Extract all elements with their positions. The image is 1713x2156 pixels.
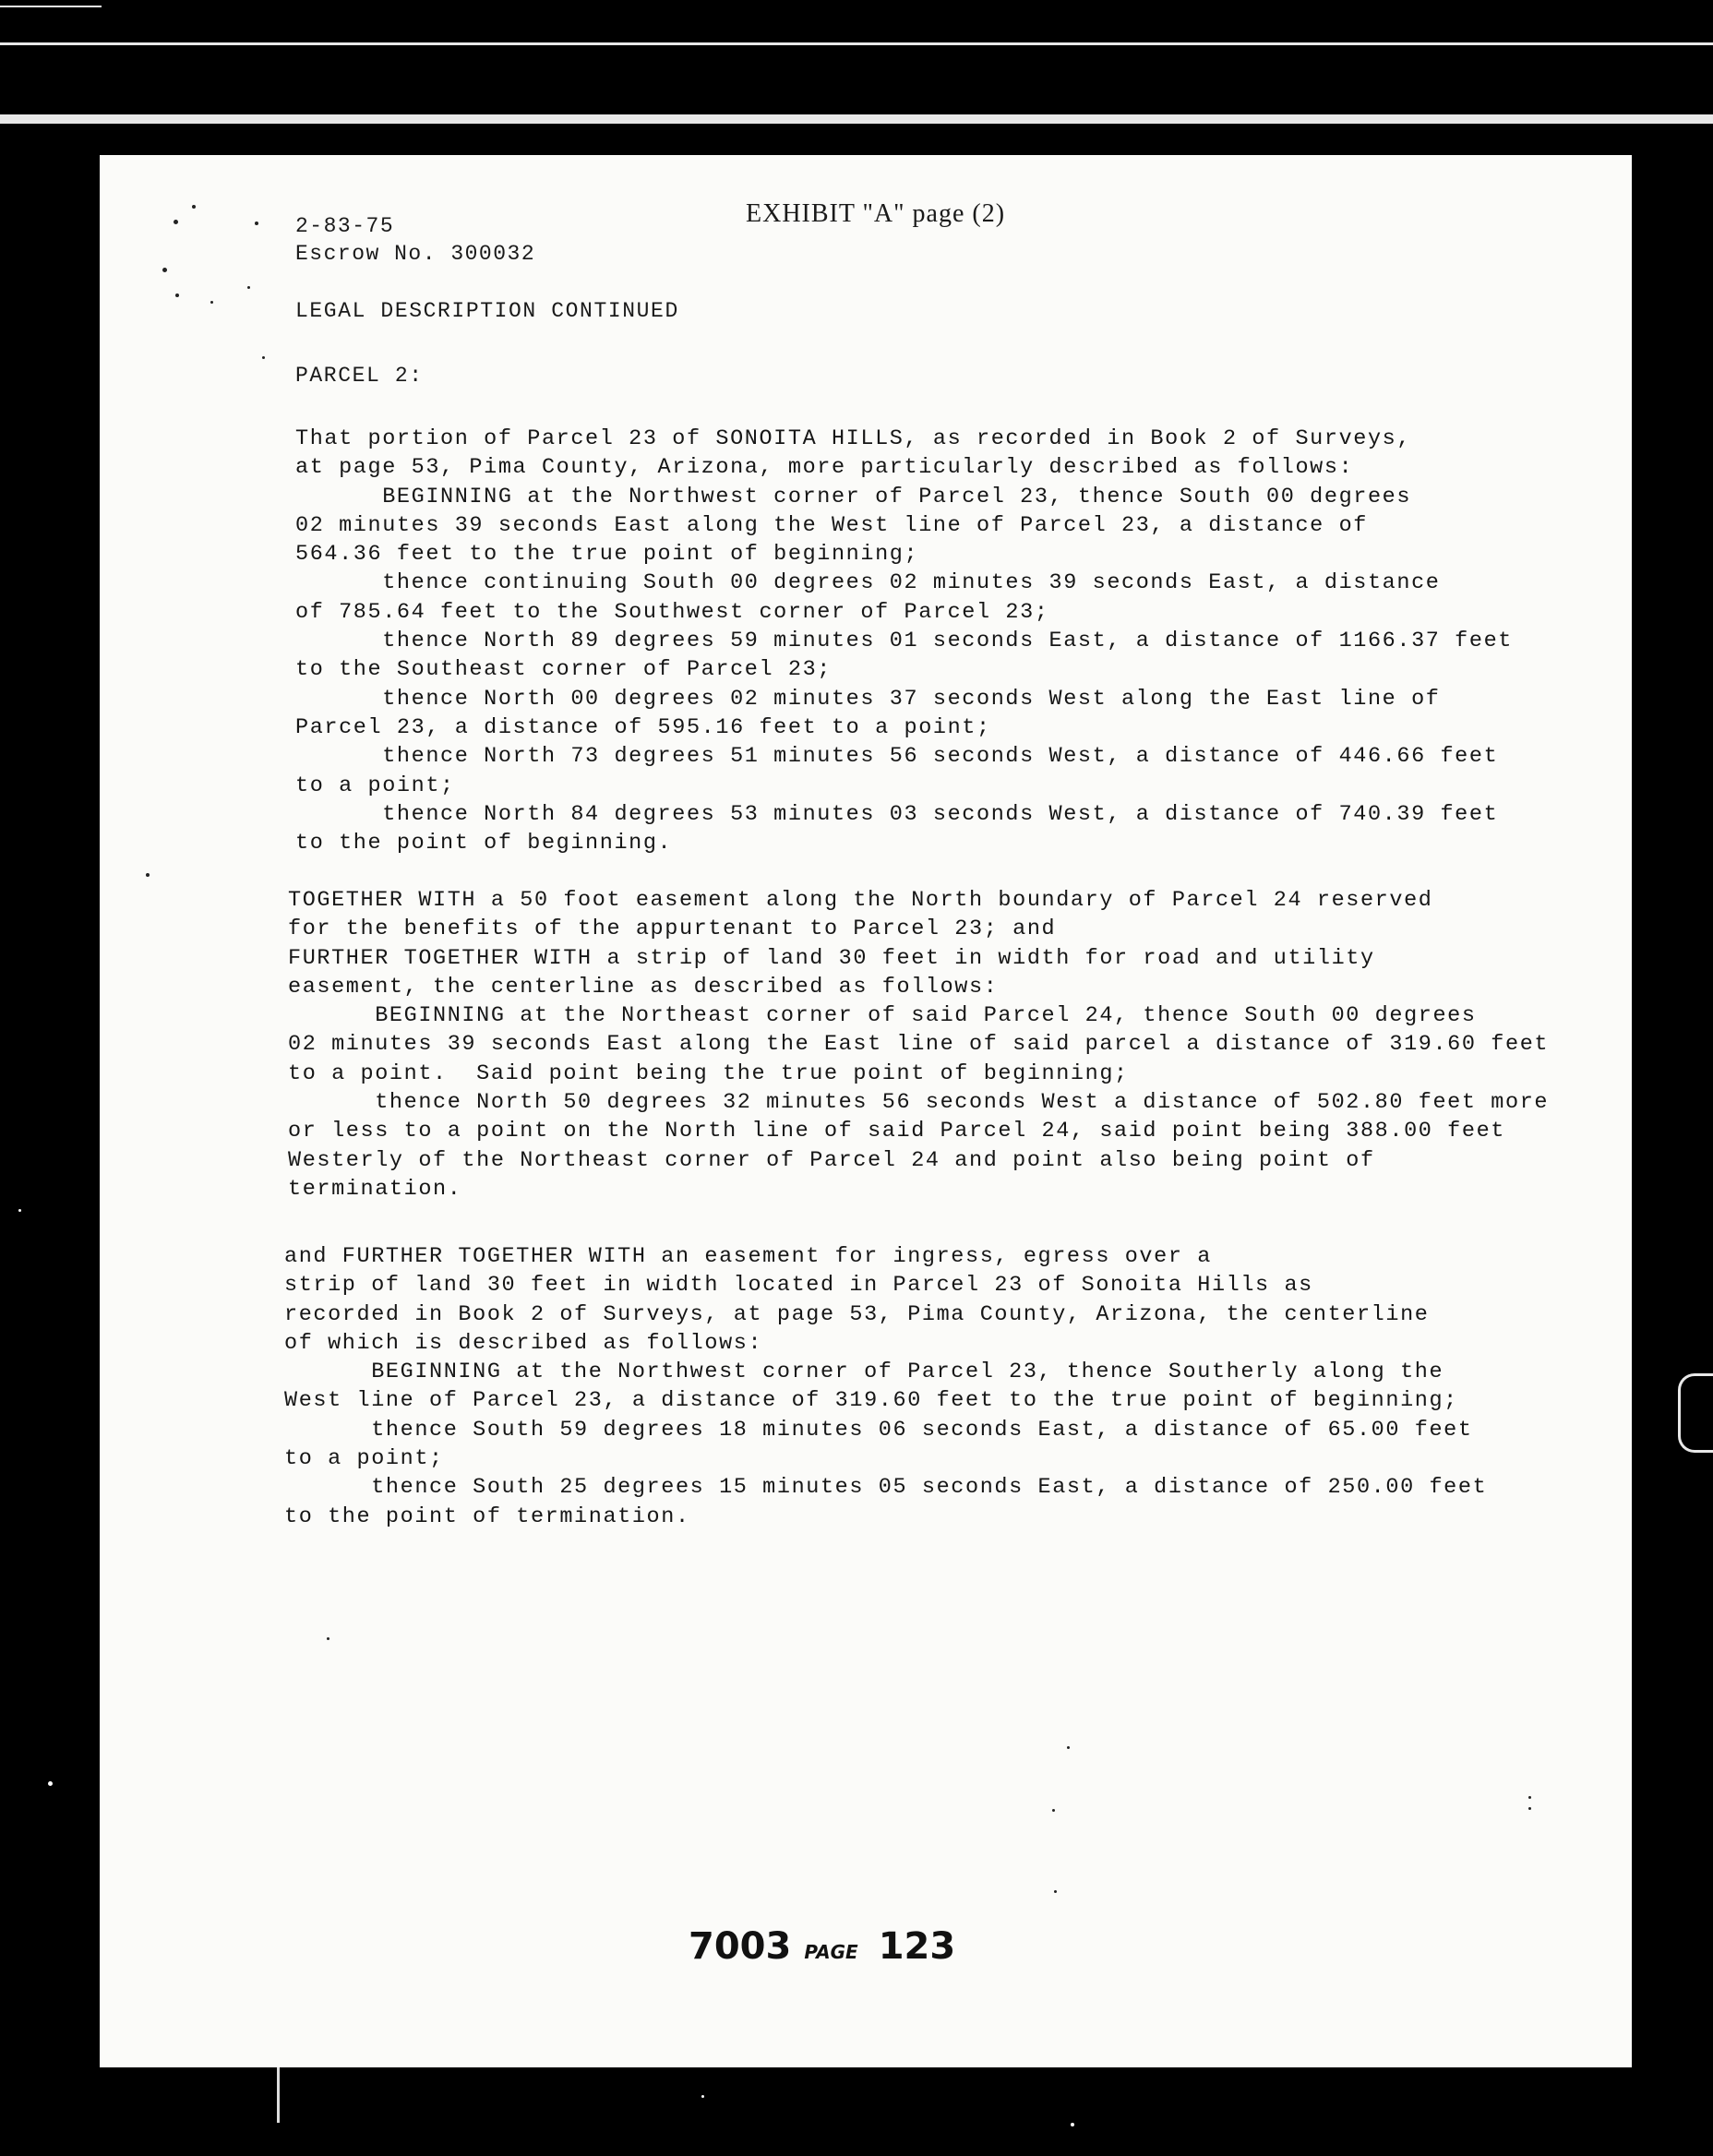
scan-dot — [1528, 1807, 1531, 1810]
scan-dot — [192, 205, 196, 209]
scan-dot — [1052, 1809, 1055, 1812]
scan-edge-mark — [277, 2067, 280, 2123]
scan-speck — [48, 1781, 53, 1786]
document-date: 2-83-75 — [295, 214, 395, 238]
scan-speck — [1071, 2123, 1074, 2126]
scan-speck — [18, 1209, 21, 1212]
scan-dot — [247, 286, 250, 289]
exhibit-title: EXHIBIT "A" page (2) — [746, 199, 1006, 228]
scan-dot — [327, 1637, 329, 1640]
scan-dot — [1067, 1746, 1070, 1749]
scan-dot — [162, 268, 167, 272]
scan-bracket-mark — [1678, 1373, 1713, 1453]
parcel-heading: PARCEL 2: — [295, 364, 424, 388]
scan-dot — [175, 293, 179, 297]
document-page — [100, 155, 1632, 2067]
scan-dot — [255, 222, 258, 225]
book-number: 7003 — [689, 1925, 792, 1968]
page-number: 123 — [878, 1925, 956, 1968]
document-header — [295, 212, 535, 268]
scan-dot — [174, 220, 178, 224]
scan-dot — [1528, 1796, 1531, 1799]
easement-paragraph: TOGETHER WITH a 50 foot easement along the North boundary of Parcel 24 reserved for the benefits of the appurtenant to Parcel 23; and FURTHER TOGETHER WITH a strip of land 30 feet in width for road and utility easement, the centerline as described as follows: BEGINNING at the Northeast corner of said Parcel 24, thence South 00 degrees 02 minutes 39 seconds East along the East line of said parcel a distance of 319.60 feet to a point. Said point being the true point of beginning; thence North 50 degrees 32 minutes 56 seconds West a distance of 502.80 feet more or less to a point on the North line of said Parcel 24, said point being 388.00 feet Westerly of the Northeast corner of Parcel 24 and point also being point of termination. — [288, 888, 1550, 1202]
section-heading: LEGAL DESCRIPTION CONTINUED — [295, 299, 679, 323]
page-label: PAGE — [804, 1941, 858, 1963]
escrow-number: Escrow No. 300032 — [295, 242, 536, 266]
parcel-description-paragraph: That portion of Parcel 23 of SONOITA HILLS, as recorded in Book 2 of Surveys, at page 53, Pima County, Arizona, more particularly described as follows: BEGINNING at the Northwest corner of Parcel 23, thence South 00 degrees 02 minutes 39 seconds East along the West line of Parcel 23, a distance of 564.36 feet to the true point of beginning; thence continuing South 00 degrees 02 minutes 39 seconds East, a distance of 785.64 feet to the Southwest corner of Parcel 23; thence North 89 degrees 59 minutes 01 seconds East, a distance of 1166.37 feet to the Southeast corner of Parcel 23; thence North 00 degrees 02 minutes 37 seconds West along the East line of Parcel 23, a distance of 595.16 feet to a point; thence North 73 degrees 51 minutes 56 seconds West, a distance of 446.66 feet to a point; thence North 84 degrees 53 minutes 03 seconds West, a distance of 740.39 feet to the point of beginning. — [295, 426, 1513, 856]
recording-stamp — [689, 1925, 955, 1968]
scan-dot — [262, 356, 265, 359]
scan-dot — [210, 301, 213, 304]
scan-edge-rule — [0, 6, 102, 7]
scan-band-lower — [0, 114, 1713, 124]
scan-speck — [701, 2095, 704, 2098]
scan-dot — [1054, 1890, 1057, 1893]
scan-dot — [146, 873, 150, 877]
ingress-egress-paragraph: and FURTHER TOGETHER WITH an easement for ingress, egress over a strip of land 30 feet in width located in Parcel 23 of Sonoita Hills as recorded in Book 2 of Surveys, at page 53, Pima County, Arizona, the centerline of which is described as follows: BEGINNING at the Northwest corner of Parcel 23, thence Southerly along the West line of Parcel 23, a distance of 319.60 feet to the true point of beginning; thence South 59 degrees 18 minutes 06 seconds East, a distance of 65.00 feet to a point; thence South 25 degrees 15 minutes 05 seconds East, a distance of 250.00 feet to the point of termination. — [284, 1244, 1488, 1529]
scan-band-upper — [0, 42, 1713, 45]
